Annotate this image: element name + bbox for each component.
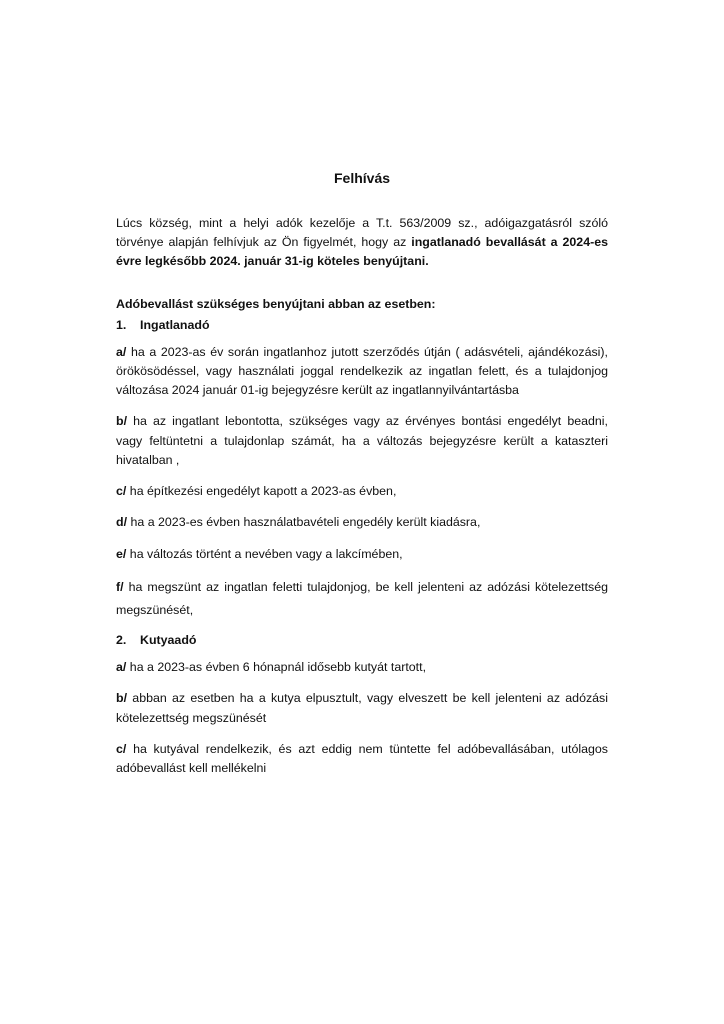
item-letter: d/ [116,515,128,530]
item-letter: a/ [116,344,127,359]
item-letter: a/ [116,660,127,675]
document-title: Felhívás [333,170,391,186]
item-text: ha az ingatlant lebontotta, szükséges vagy az érvényes bontási engedélyt beadni, vagy feltüntetni a tulajdonlap számát, ha a változás bejegyzésre került a kataszteri hivatalban , [116,414,608,467]
list-item [116,576,608,623]
section-heading-ingatlanado [116,316,608,335]
section-lead: Adóbevallást szükséges benyújtani abban az esetben: [116,297,436,312]
item-letter: c/ [116,484,127,499]
item-text: ha a 2023-as év során ingatlanhoz jutott szerződés útján ( adásvételi, ajándékozási), örökösödéssel, vagy használati joggal rendelkezik az ingatlan felett, és a tulajdonjog változása 2024 január 01-ig bejegyzésre került az ingatlannyilvántartásba [116,344,608,398]
item-letter: b/ [116,691,128,706]
list-item [116,343,608,401]
item-text: ha építkezési engedélyt kapott a 2023-as évben, [129,484,397,499]
item-text: ha megszünt az ingatlan feletti tulajdonjog, be kell jelenteni az adózási kötelezettség megszünését, [116,579,608,618]
item-text: ha változás történt a nevében vagy a lakcímében, [129,546,403,561]
item-text: ha a 2023-as évben 6 hónapnál idősebb kutyát tartott, [129,660,427,675]
list-item [116,689,608,727]
list-item [116,658,608,677]
intro-paragraph [116,214,608,272]
list-item [116,482,608,501]
section-number: 1. [116,317,127,332]
list-item [116,412,608,470]
section-number: 2. [116,632,127,647]
list-item [116,513,608,532]
intro-text-bold: ingatlanadó bevallását a 2024-es évre legkésőbb 2024. január 31-ig köteles benyújtani. [116,234,608,269]
section-heading-kutyaado [116,631,608,650]
item-letter: c/ [116,741,127,756]
list-item [116,740,608,778]
item-text: abban az esetben ha a kutya elpusztult, vagy elveszett be kell jelenteni az adózási kötelezettség megszünését [116,691,608,725]
item-letter: e/ [116,546,127,561]
item-letter: b/ [116,414,128,429]
item-letter: f/ [116,579,124,594]
list-item [116,545,608,564]
section-title: Ingatlanadó [140,317,210,332]
document-page [116,168,608,790]
intro-text: Lúcs község, mint a helyi adók kezelője a T.t. 563/2009 sz., adóigazgatásról szóló törvénye alapján felhívjuk az Ön figyelmét, hogy az [116,215,608,249]
section-title: Kutyaadó [140,632,197,647]
item-text: ha a 2023-es évben használatbavételi engedély került kiadásra, [130,515,481,530]
item-text: ha kutyával rendelkezik, és azt eddig nem tüntette fel adóbevallásában, utólagos adóbevallást kell mellékelni [116,741,608,775]
